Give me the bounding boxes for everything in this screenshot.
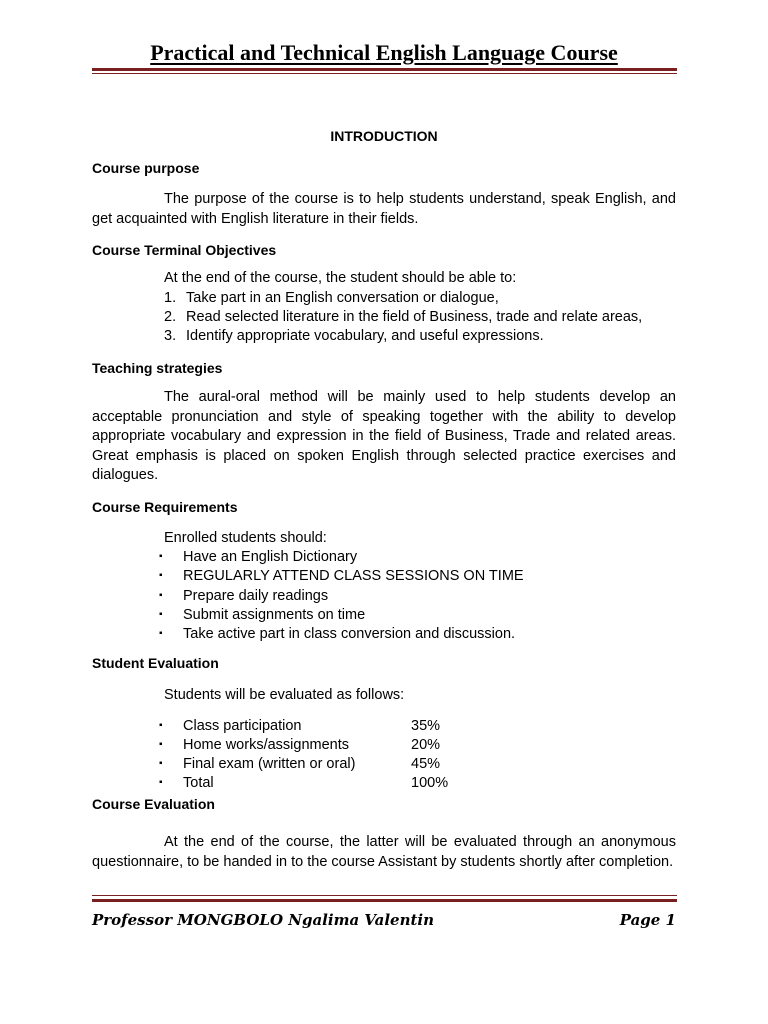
page-header-title: Practical and Technical English Language Course — [150, 40, 618, 65]
bullet-icon: ▪ — [159, 628, 163, 639]
intro-heading: INTRODUCTION — [330, 128, 438, 144]
bullet-icon: ▪ — [159, 739, 163, 750]
evaluation-label: Class participation — [183, 718, 302, 734]
objective-number: 2. — [164, 309, 177, 325]
bullet-icon: ▪ — [159, 551, 163, 562]
objective-number: 3. — [164, 328, 177, 344]
strategies-heading: Teaching strategies — [92, 360, 223, 376]
bullet-icon: ▪ — [159, 758, 163, 769]
strategies-paragraph: The aural-oral method will be mainly used to help students develop an acceptable pronunciation and style of speaking together with the ability to develop appropriate vocabulary and expression in the field of Business, Trade and related areas. Great emphasis is placed on spoken English through selected practice exercises and dialogues. — [92, 389, 676, 484]
requirements-heading: Course Requirements — [92, 499, 238, 515]
objective-item — [164, 309, 642, 325]
requirement-item — [159, 607, 365, 623]
objective-text: Identify appropriate vocabulary, and useful expressions. — [186, 328, 544, 344]
requirement-text: Prepare daily readings — [183, 588, 329, 604]
evaluation-label: Total — [183, 775, 214, 791]
evaluation-label: Home works/assignments — [183, 737, 349, 753]
course-evaluation-heading: Course Evaluation — [92, 796, 215, 812]
requirement-text: Take active part in class conversion and discussion. — [183, 626, 516, 642]
footer-rule-thick — [92, 899, 677, 902]
evaluation-item — [159, 775, 214, 791]
requirements-lead: Enrolled students should: — [164, 530, 327, 546]
requirement-item — [159, 549, 357, 565]
evaluation-item — [159, 737, 349, 753]
purpose-paragraph: The purpose of the course is to help students understand, speak English, and get acquainted with English literature in their fields. — [92, 191, 676, 227]
objective-text: Read selected literature in the field of Business, trade and relate areas, — [186, 309, 643, 325]
evaluation-lead: Students will be evaluated as follows: — [164, 687, 405, 703]
evaluation-heading: Student Evaluation — [92, 655, 219, 671]
footer-rule-thin — [92, 895, 677, 896]
requirement-text: Have an English Dictionary — [183, 549, 358, 565]
bullet-icon: ▪ — [159, 609, 163, 620]
objective-item — [164, 290, 499, 306]
header-rule-thick — [92, 68, 677, 71]
objective-item — [164, 328, 544, 344]
header-rule-thin — [92, 73, 677, 74]
bullet-icon: ▪ — [159, 777, 163, 788]
objective-text: Take part in an English conversation or dialogue, — [186, 290, 499, 306]
bullet-icon: ▪ — [159, 570, 163, 581]
objectives-lead: At the end of the course, the student should be able to: — [164, 270, 517, 286]
evaluation-percent: 45% — [411, 756, 441, 772]
requirement-text: REGULARLY ATTEND CLASS SESSIONS ON TIME — [183, 568, 524, 584]
bullet-icon: ▪ — [159, 590, 163, 601]
evaluation-item — [159, 718, 301, 734]
requirement-item — [159, 588, 328, 604]
footer-page-number: Page 1 — [619, 911, 676, 929]
objectives-heading: Course Terminal Objectives — [92, 242, 277, 258]
requirement-text: Submit assignments on time — [183, 607, 366, 623]
course-evaluation-paragraph: At the end of the course, the latter will be evaluated through an anonymous questionnaire, to be handed in to the course Assistant by students shortly after completion. — [92, 834, 676, 870]
evaluation-label: Final exam (written or oral) — [183, 756, 356, 772]
requirement-item — [159, 626, 515, 642]
evaluation-percent: 100% — [411, 775, 449, 791]
evaluation-item — [159, 756, 355, 772]
objective-number: 1. — [164, 290, 177, 306]
bullet-icon: ▪ — [159, 720, 163, 731]
evaluation-percent: 35% — [411, 718, 441, 734]
requirement-item — [159, 568, 524, 584]
evaluation-percent: 20% — [411, 737, 441, 753]
footer-author: Professor MONGBOLO Ngalima Valentin — [92, 911, 435, 929]
purpose-heading: Course purpose — [92, 160, 200, 176]
